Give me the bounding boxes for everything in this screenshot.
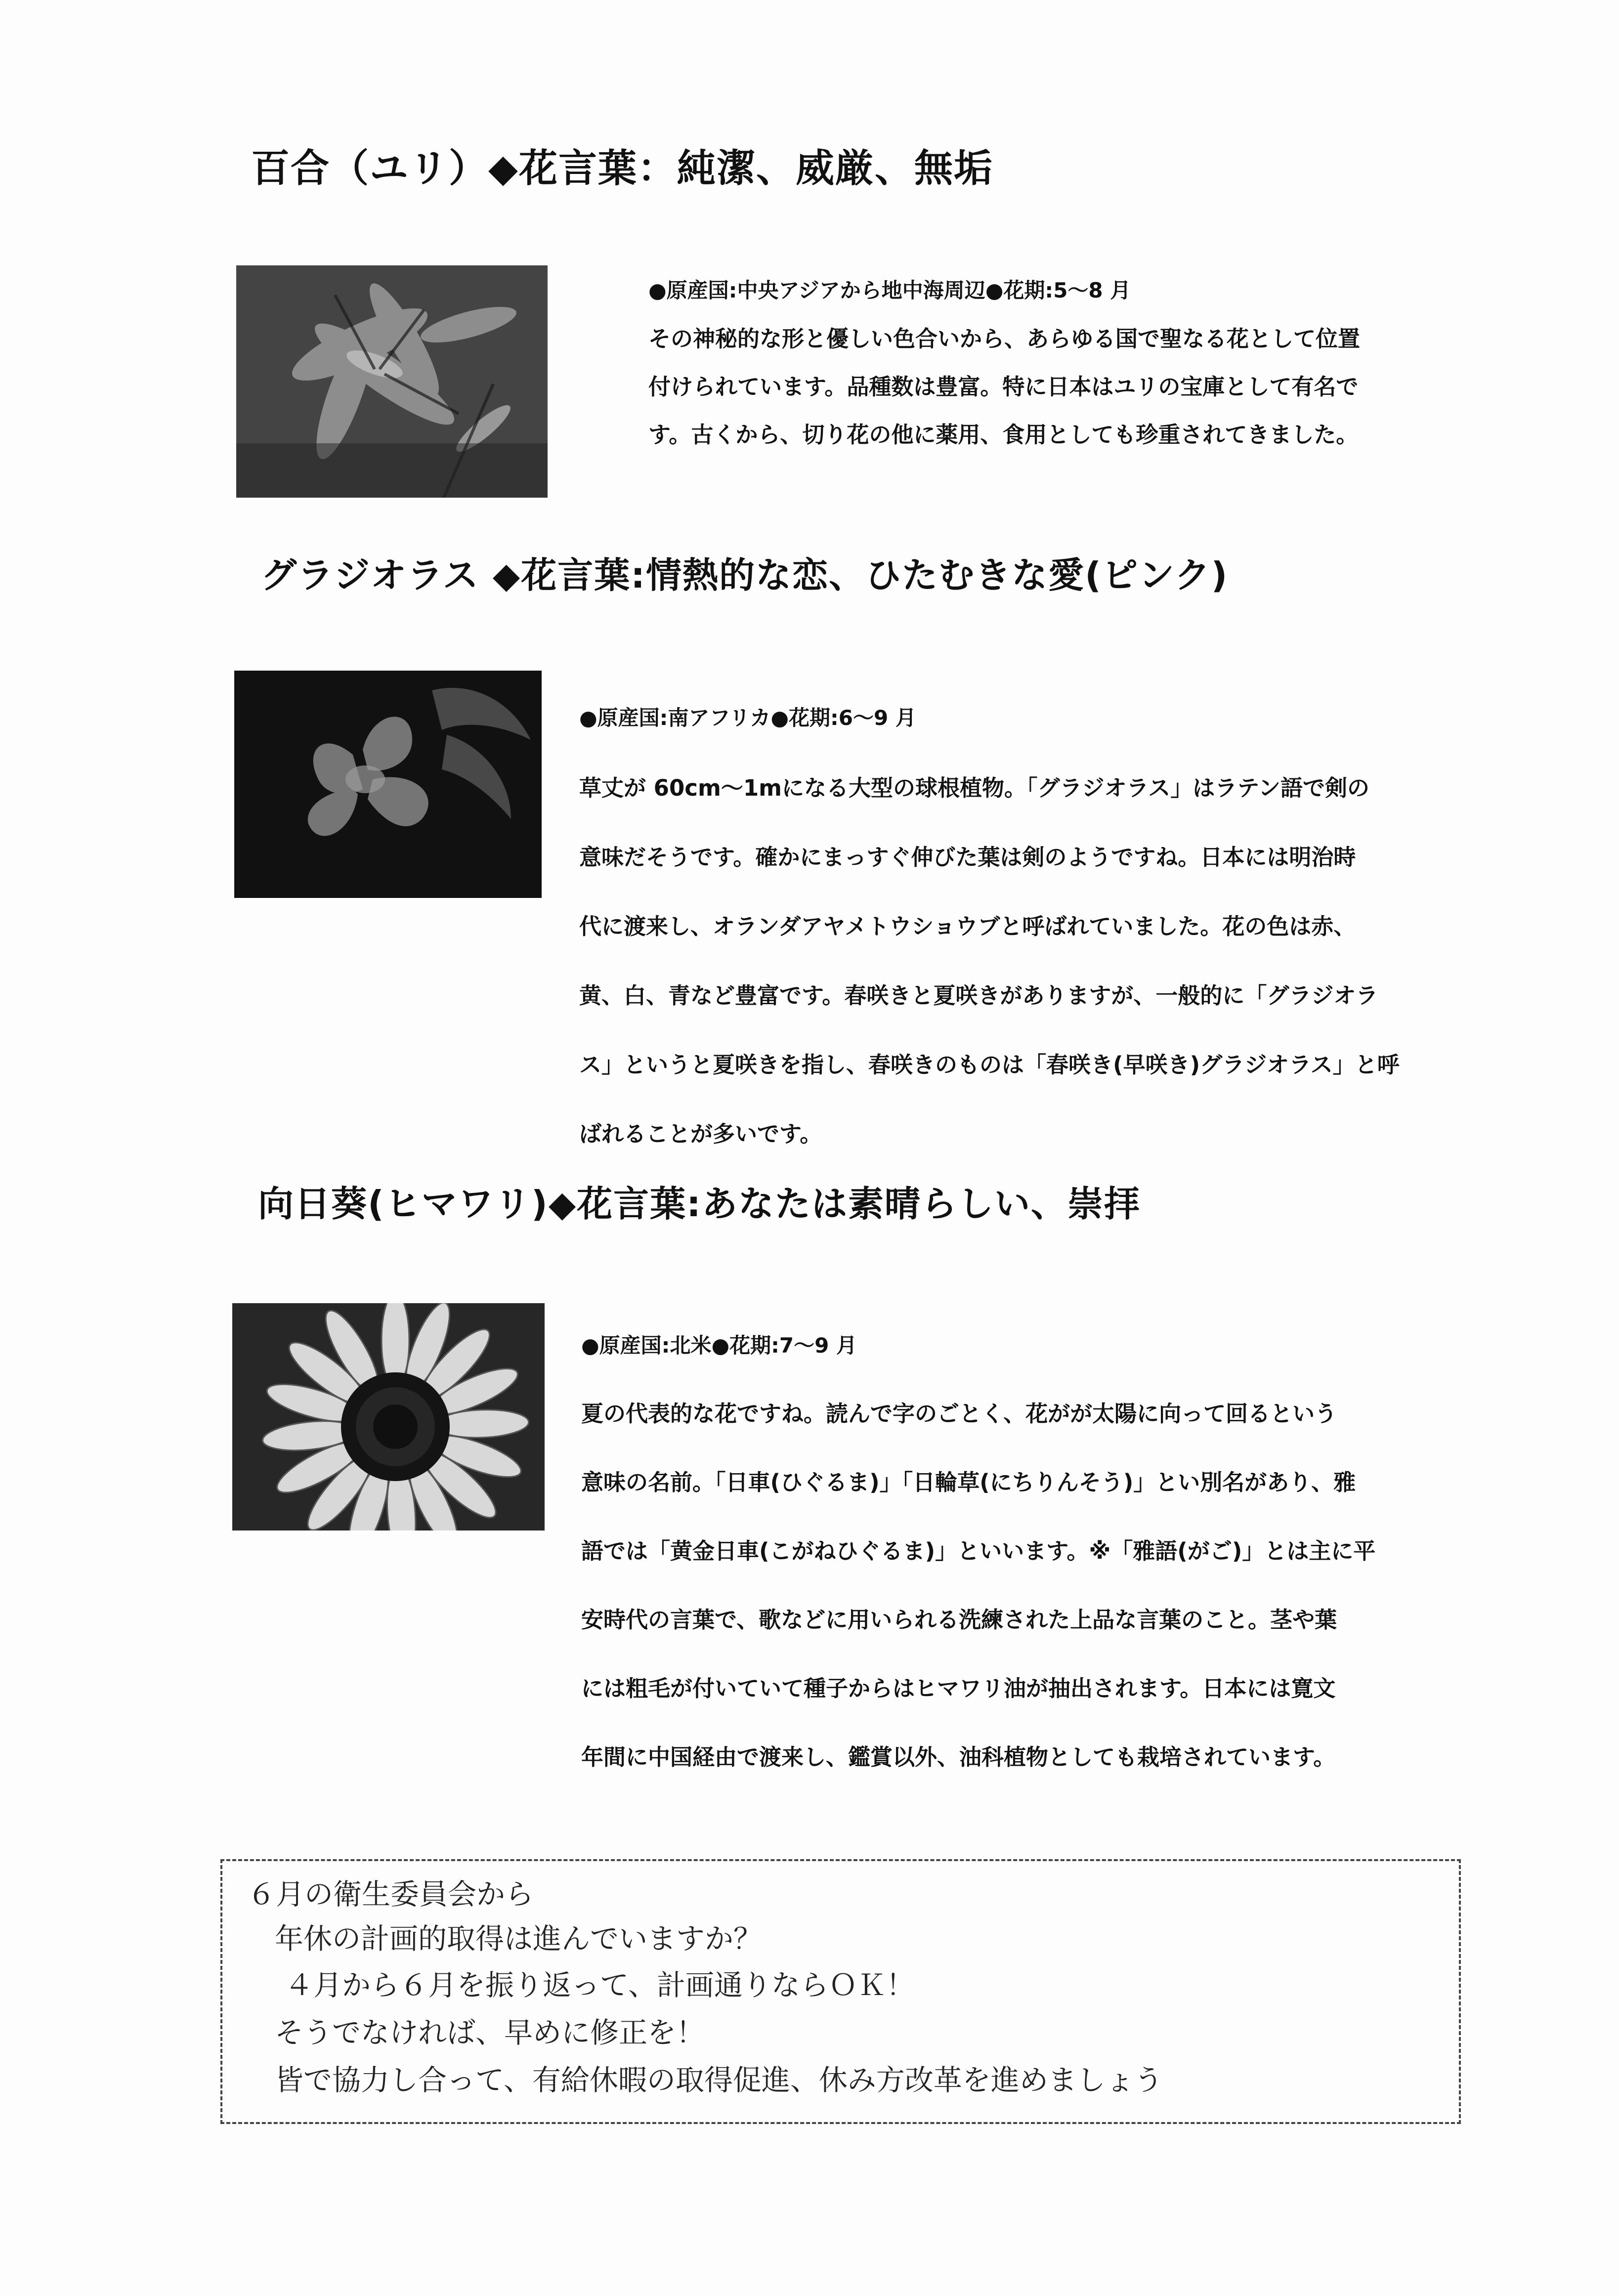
- lily-image: [236, 265, 548, 498]
- sunflower-line: 語では「黄金日車(こがねひぐるま)」といいます。※「雅語(がご)」とは主に平: [581, 1538, 1376, 1564]
- sunflower-photo: [232, 1303, 545, 1531]
- gladiolus-photo: [234, 671, 542, 898]
- sunflower-heading: 向日葵(ヒマワリ)◆花言葉:あなたは素晴らしい、崇拝: [258, 1183, 1141, 1225]
- gladiolus-line: ス」というと夏咲きを指し、春咲きのものは「春咲き(早咲き)グラジオラス」と呼: [579, 1052, 1400, 1078]
- sunflower-line: 安時代の言葉で、歌などに用いられる洗練された上品な言葉のこと。茎や葉: [581, 1607, 1337, 1633]
- gladiolus-line: ばれることが多いです。: [579, 1121, 822, 1147]
- sunflower-image: [232, 1303, 545, 1531]
- sunflower-line: 年間に中国経由で渡来し、鑑賞以外、油科植物としても栽培されています。: [581, 1744, 1336, 1770]
- sunflower-line: 意味の名前。「日車(ひぐるま)」「日輪草(にちりんそう)」とい別名があり、雅: [581, 1469, 1356, 1495]
- sunflower-line: には粗毛が付いていて種子からはヒマワリ油が抽出されます。日本には寛文: [581, 1675, 1336, 1701]
- sunflower-description: [581, 1329, 1375, 1771]
- lily-description: [648, 274, 1360, 449]
- gladiolus-description: [579, 702, 1400, 1148]
- lily-meta: ●原産国:中央アジアから地中海周辺●花期:5～8 月: [648, 278, 1131, 302]
- gladiolus-image: [234, 671, 542, 898]
- lily-heading: 百合（ユリ）◆花言葉：純潔、威厳、無垢: [251, 146, 993, 191]
- lily-line: その神秘的な形と優しい色合いから、あらゆる国で聖なる花として位置: [648, 326, 1361, 352]
- gladiolus-line: 草丈が 60cm～1mになる大型の球根植物。「グラジオラス」はラテン語で剣の: [579, 775, 1369, 801]
- lily-line: 付けられています。品種数は豊富。特に日本はユリの宝庫として有名で: [648, 374, 1359, 400]
- gladiolus-line: 意味だそうです。確かにまっすぐ伸びた葉は剣のようですね。日本には明治時: [579, 844, 1356, 870]
- notice-line: そうでなければ、早めに修正を！: [275, 2016, 705, 2049]
- lily-photo: [236, 265, 548, 498]
- gladiolus-line: 代に渡来し、オランダアヤメトウショウブと呼ばれていました。花の色は赤、: [579, 913, 1356, 939]
- gladiolus-heading: グラジオラス ◆花言葉:情熱的な恋、ひたむきな愛(ピンク): [261, 554, 1229, 596]
- notice-line: ４月から６月を振り返って、計画通りならＯＫ！: [285, 1968, 915, 2002]
- health-committee-notice: [220, 1859, 1461, 2124]
- lily-line: す。古くから、切り花の他に薬用、食用としても珍重されてきました。: [648, 422, 1359, 448]
- sunflower-meta: ●原産国:北米●花期:7～9 月: [581, 1333, 857, 1358]
- notice-line: 年休の計画的取得は進んでいますか？: [275, 1922, 763, 1956]
- sunflower-line: 夏の代表的な花ですね。読んで字のごとく、花がが太陽に向って回るという: [581, 1401, 1337, 1427]
- gladiolus-meta: ●原産国:南アフリカ●花期:6～9 月: [579, 706, 916, 730]
- gladiolus-line: 黄、白、青など豊富です。春咲きと夏咲きがありますが、一般的に「グラジオラ: [579, 982, 1378, 1009]
- notice-title: ６月の衛生委員会から: [247, 1877, 534, 1911]
- notice-line: 皆で協力し合って、有給休暇の取得促進、休み方改革を進めましょう: [275, 2063, 1163, 2097]
